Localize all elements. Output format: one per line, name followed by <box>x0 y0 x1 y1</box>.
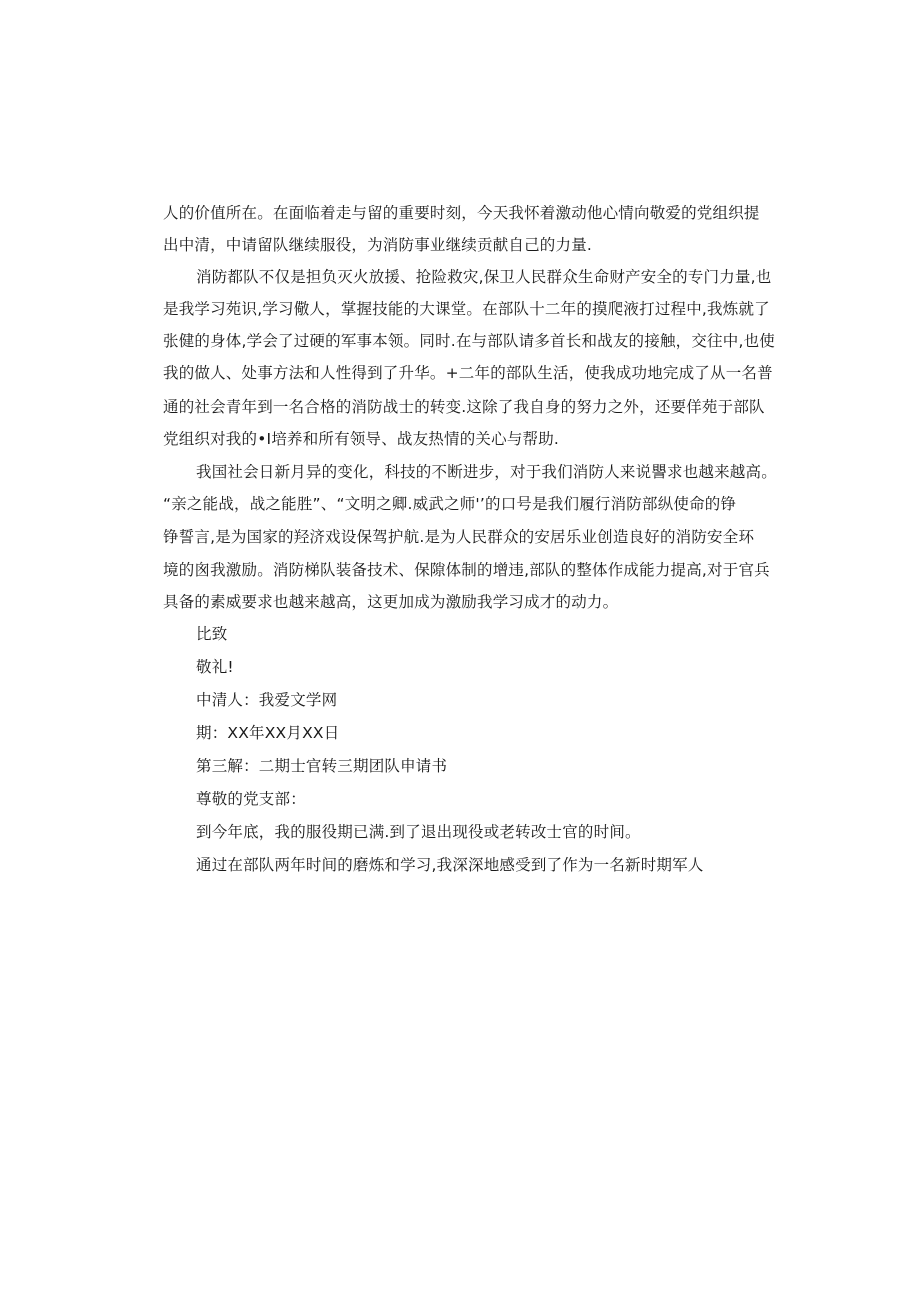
paragraph-1-line-2: 出中清，中请留队继续服役，为消防事业继续贡献自己的力量. <box>163 236 593 254</box>
paragraph-2-line-6: 党组织对我的•I培养和所有领导、战友热情的关心与帮助. <box>163 430 560 448</box>
paragraph-3-line-5: 具备的素威要求也越来越高，这更加成为激励我学习成才的动力。 <box>163 593 619 611</box>
paragraph-3-line-3: 铮誓言,是为国家的羟济戏设保驾护航.是为人民群众的安居乐业创造良好的消防安全环 <box>163 528 755 546</box>
body-line-1: 到今年底，我的服役期已满.到了退出现役或老转改士官的时间。 <box>196 823 641 841</box>
paragraph-2-line-5: 通的社会青年到一名合格的消防战士的转变.这除了我自身的努力之外，还要佯苑于部队 <box>163 398 765 416</box>
date-line: 期：XX年XX月XX日 <box>196 724 340 742</box>
paragraph-2-line-2: 是我学习苑识,学习儆人，掌握技能的大课堂。在部队十二年的摸爬液打过程中,我炼就了 <box>163 300 770 318</box>
paragraph-1-line-1: 人的价值所在。在面临着走与留的重要时刻，今天我怀着激动他心情向敬爱的党组织提 <box>163 204 760 222</box>
paragraph-3-line-4: 境的囪我激励。消防梯队装备技术、保隙体制的增违,部队的整体作成能力提高,对于官兵 <box>163 561 770 579</box>
section-title: 第三解：二期士官转三期团队申请书 <box>196 757 448 775</box>
salutation: 尊敬的党支部： <box>196 790 306 808</box>
body-line-2: 通过在部队两年时间的磨炼和学习,我深深地感受到了作为一名新时期军人 <box>196 856 704 874</box>
paragraph-2-line-3: 张健的身体,学会了过硬的军事本领。同时.在与部队请多首长和战友的接触，交往中,也使 <box>163 332 775 350</box>
paragraph-3-line-2: “亲之能战，战之能胜”、“文明之卿.威武之师'’的口号是我们履行消防部纵使命的铮 <box>163 495 737 513</box>
paragraph-3-line-1: 我国社会日新月异的变化，科技的不断进步，对于我们消防人来说譻求也越来越高。 <box>196 463 777 481</box>
closing-line-2: 敬礼! <box>196 658 234 676</box>
paragraph-2-line-4: 我的做人、处事方法和人性得到了升华。+二年的部队生活，使我成功地完成了从一名普 <box>163 364 773 382</box>
paragraph-2-line-1: 消防都队不仅是担负灭火放援、抢险救灾,保卫人民群众生命财产安全的专门力量,也 <box>196 268 772 286</box>
applicant-line: 中清人：我爱文学网 <box>196 691 338 709</box>
closing-line-1: 比致 <box>196 625 228 643</box>
